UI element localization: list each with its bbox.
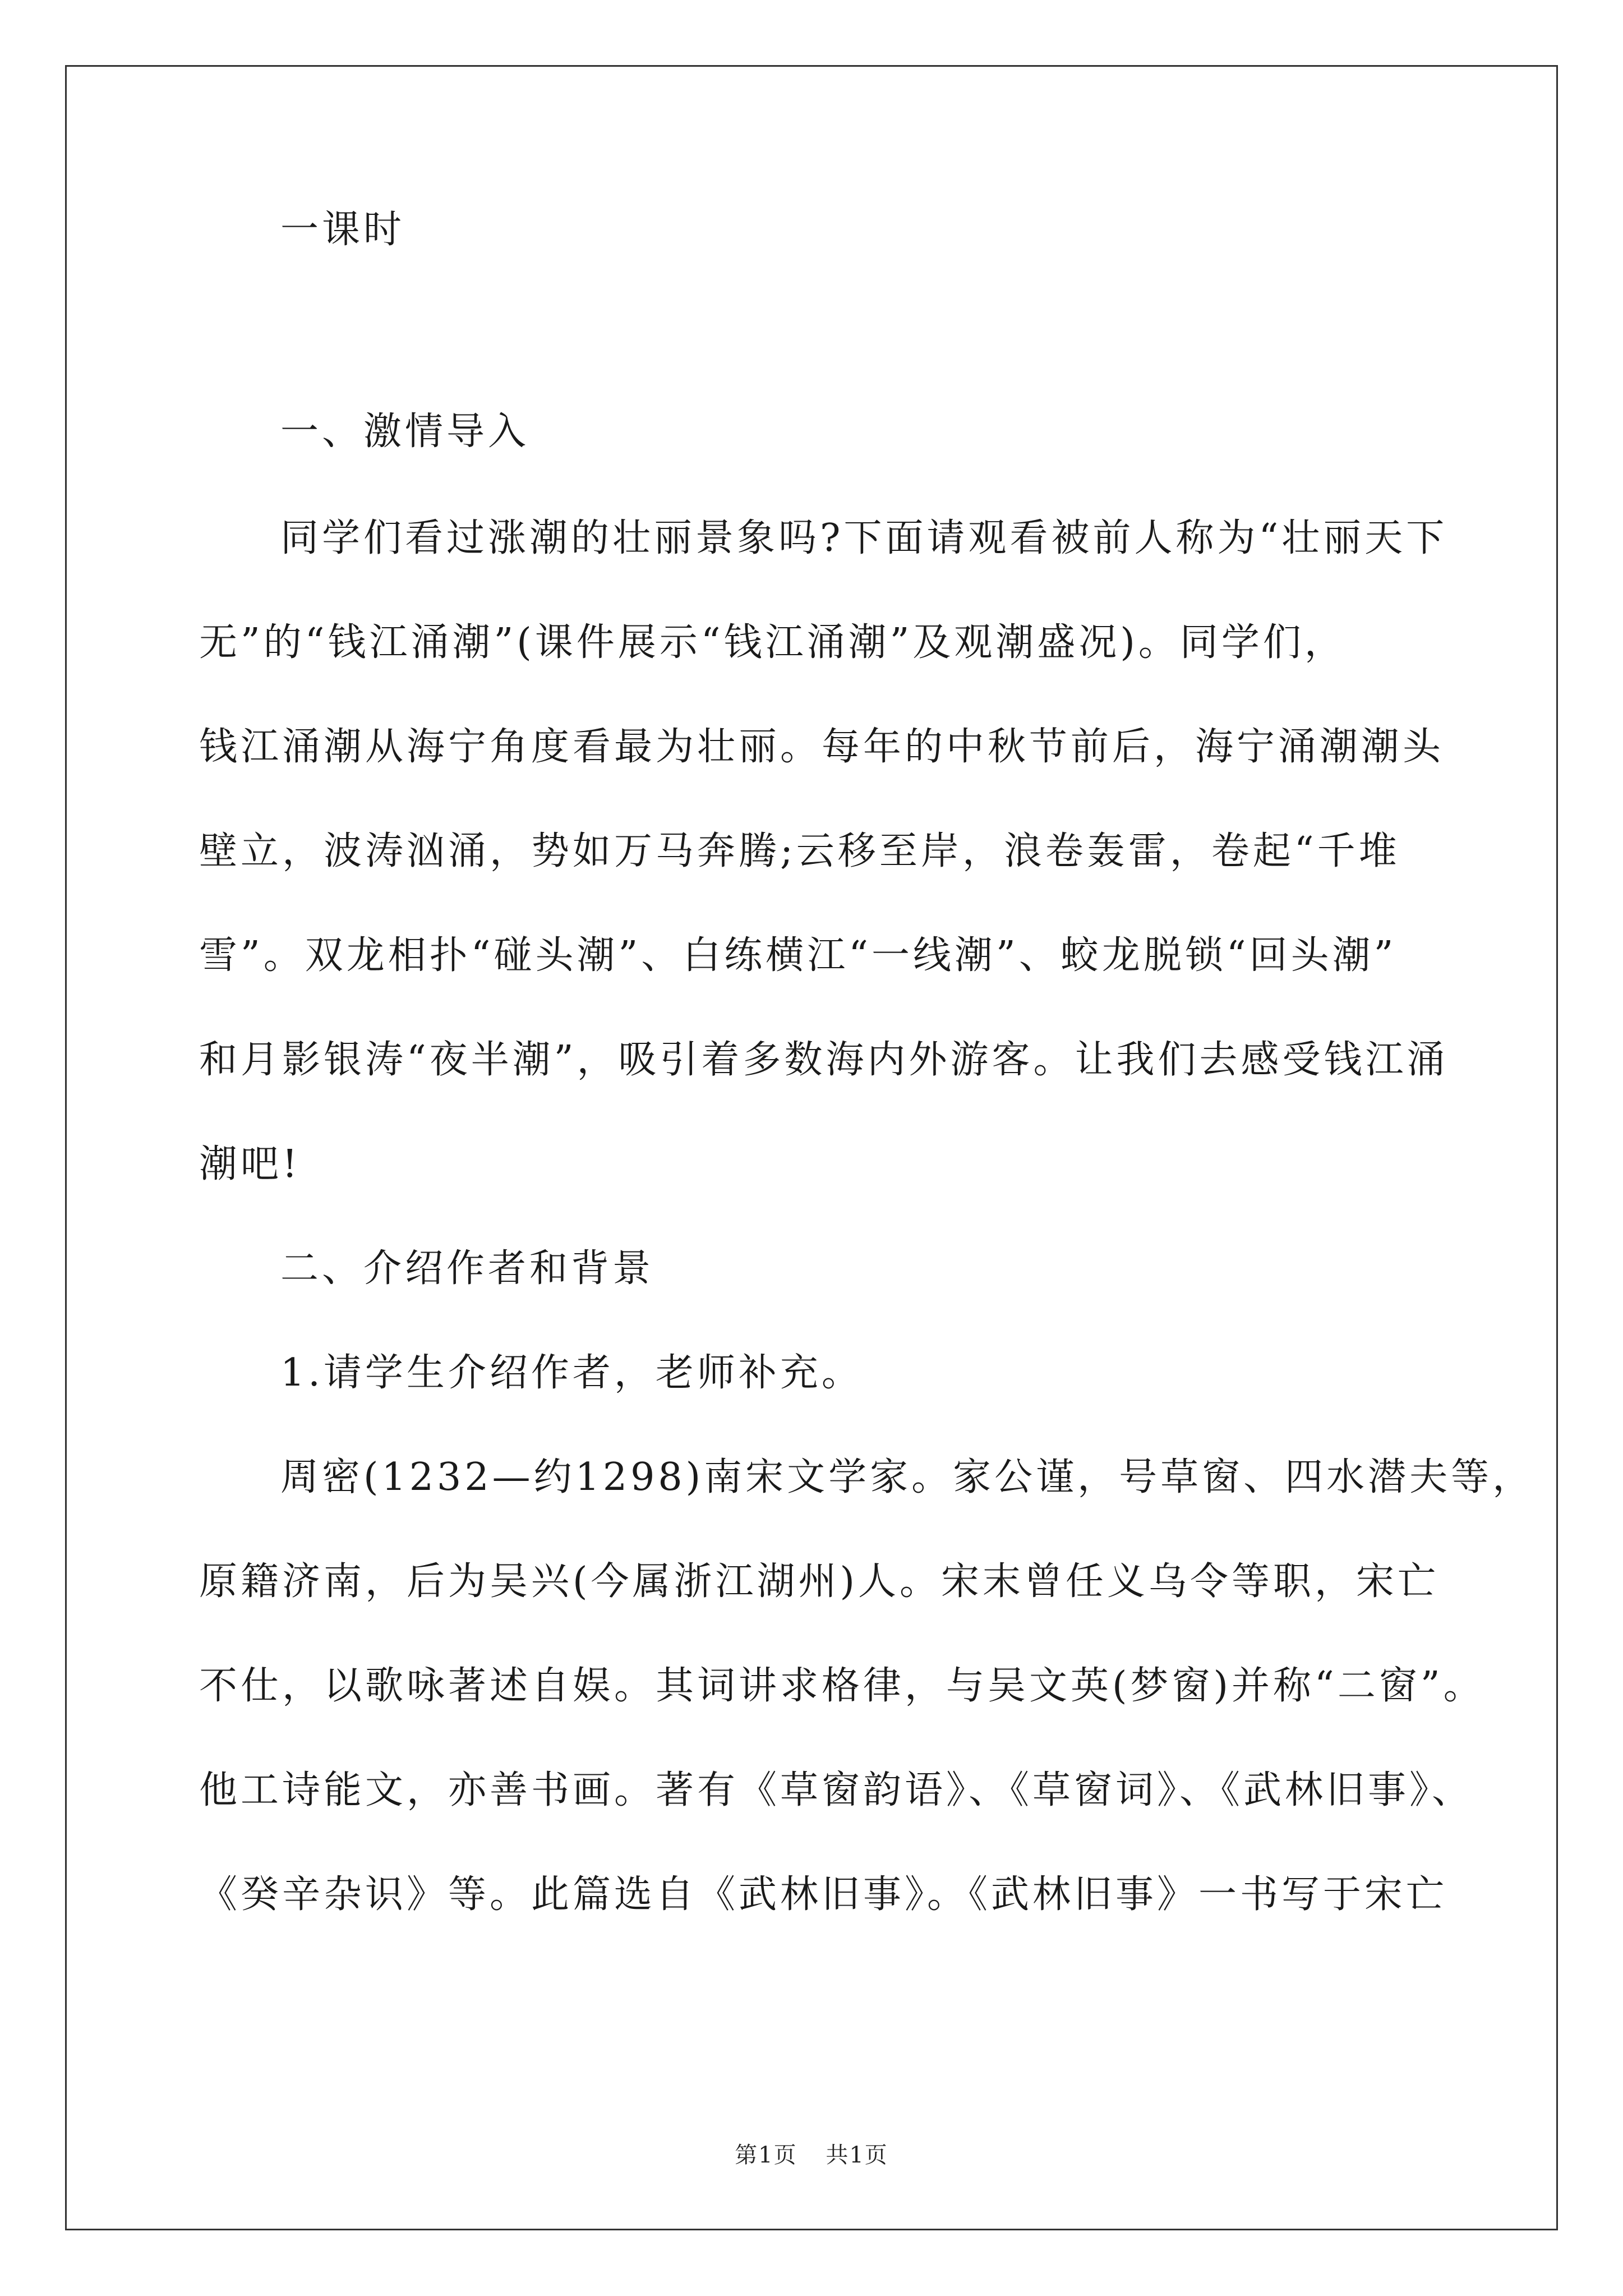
page-total: 共1页 xyxy=(826,2142,888,2168)
paragraph-line: 周密(1232—约1298)南宋文学家。家公谨，号草窗、四水潜夫等， xyxy=(280,1455,1534,1499)
paragraph-line: 不仕，以歌咏著述自娱。其词讲求格律，与吴文英(梦窗)并称“二窗”。 xyxy=(199,1664,1485,1708)
page-footer xyxy=(0,2137,1623,2169)
paragraph-line: 和月影银涛“夜半潮”，吸引着多数海内外游客。让我们去感受钱江涌 xyxy=(199,1038,1449,1082)
paragraph-line: 《癸辛杂识》等。此篇选自《武林旧事》。《武林旧事》一书写于宋亡 xyxy=(199,1872,1448,1917)
lesson-heading: 一课时 xyxy=(280,208,405,252)
section-heading-author: 二、介绍作者和背景 xyxy=(280,1246,654,1291)
paragraph-line: 原籍济南，后为吴兴(今属浙江湖州)人。宋末曾任义乌令等职，宋亡 xyxy=(199,1559,1440,1604)
paragraph-line: 钱江涌潮从海宁角度看最为壮丽。每年的中秋节前后，海宁涌潮潮头 xyxy=(199,725,1445,769)
list-item: 1.请学生介绍作者，老师补充。 xyxy=(280,1351,863,1395)
paragraph-line: 潮吧! xyxy=(199,1142,301,1186)
paragraph-line: 他工诗能文，亦善书画。著有《草窗韵语》、《草窗词》、《武林旧事》、 xyxy=(199,1768,1474,1812)
paragraph-line: 同学们看过涨潮的壮丽景象吗?下面请观看被前人称为“壮丽天下 xyxy=(280,516,1448,560)
page-number: 第1页 xyxy=(735,2142,797,2168)
paragraph-line: 雪”。双龙相扑“碰头潮”、白练横江“一线潮”、蛟龙脱锁“回头潮” xyxy=(199,933,1397,978)
paragraph-line: 壁立，波涛汹涌，势如万马奔腾;云移至岸，浪卷轰雷，卷起“千堆 xyxy=(199,829,1400,873)
paragraph-line: 无”的“钱江涌潮”(课件展示“钱江涌潮”及观潮盛况)。同学们， xyxy=(199,620,1346,665)
section-heading-intro: 一、激情导入 xyxy=(280,409,530,454)
